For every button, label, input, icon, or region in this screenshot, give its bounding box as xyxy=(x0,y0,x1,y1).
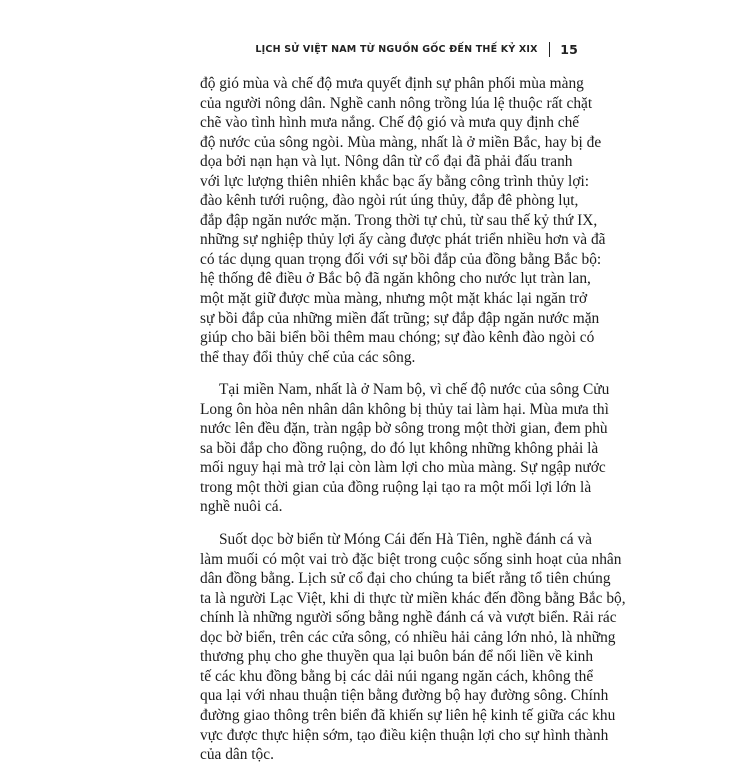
text-line: thể thay đổi thủy chế của các sông. xyxy=(200,348,416,366)
text-line: nghề nuôi cá. xyxy=(200,498,283,516)
text-line: chẽ vào tình hình mưa nắng. Chế độ gió và mưa quy định chế xyxy=(200,114,580,132)
text-line: sự bồi đắp của những miền đất trũng; sự đắp đập ngăn nước mặn xyxy=(200,309,600,327)
text-line: với lực lượng thiên nhiên khắc bạc ấy bằng công trình thủy lợi: xyxy=(200,172,590,190)
text-line: có tác dụng quan trọng đối với sự bồi đắp của đồng bằng Bắc bộ: xyxy=(200,250,602,268)
text-line: đào kênh tưới ruộng, đào ngòi rút úng thủy, đắp đê phòng lụt, xyxy=(200,192,579,210)
text-line: tế các khu đồng bằng bị các dải núi ngang ngăn cách, không thể xyxy=(200,667,594,685)
paragraph xyxy=(200,380,610,517)
text-line: dân đồng bằng. Lịch sử cổ đại cho chúng ta biết rằng tổ tiên chúng xyxy=(200,570,611,588)
page-number: 15 xyxy=(560,42,578,57)
paragraph-gap xyxy=(200,367,572,380)
text-line: độ gió mùa và chế độ mưa quyết định sự phân phối mùa màng xyxy=(200,75,584,92)
text-line: hệ thống đê điều ở Bắc bộ đã ngăn không cho nước lụt tràn lan, xyxy=(200,270,591,288)
text-line: độ nước của sông ngòi. Mùa màng, nhất là ở miền Bắc, hay bị đe xyxy=(200,133,602,151)
text-line: nước lên đều đặn, tràn ngập bờ sông trong một thời gian, đem phù xyxy=(200,420,608,438)
paragraph-gap xyxy=(200,517,572,530)
text-line: của dân tộc. xyxy=(200,746,274,764)
text-line: một mặt giữ được mùa màng, nhưng một mặt khác lại ngăn trở xyxy=(200,290,588,308)
text-line: đắp đập ngăn nước mặn. Trong thời tự chủ, từ sau thế kỷ thứ IX, xyxy=(200,211,598,229)
text-line: chính là những người sống bằng nghề đánh cá và vượt biển. Rải rác xyxy=(200,609,617,627)
text-line: dọc bờ biển, trên các cửa sông, có nhiều hải cảng lớn nhỏ, là những xyxy=(200,628,616,646)
text-line: ta là người Lạc Việt, khi di thực từ miền khác đến đồng bằng Bắc bộ, xyxy=(200,589,626,607)
text-line: vực được thực hiện sớm, tạo điều kiện thuận lợi cho sự hình thành xyxy=(200,726,609,744)
text-line: giúp cho bãi biển bồi thêm mau chóng; sự đào kênh đào ngòi có xyxy=(200,329,595,347)
header-divider xyxy=(549,42,551,57)
text-line: dọa bởi nạn hạn và lụt. Nông dân từ cổ đại đã phải đấu tranh xyxy=(200,153,573,171)
running-header xyxy=(255,42,578,57)
running-title: LỊCH SỬ VIỆT NAM TỪ NGUỒN GỐC ĐẾN THẾ KỶ XIX xyxy=(255,44,538,55)
body-text xyxy=(200,74,626,765)
paragraph xyxy=(200,74,606,367)
text-line: mối nguy hại mà trở lại còn làm lợi cho mùa màng. Sự ngập nước xyxy=(200,459,606,477)
text-line: làm muối có một vai trò đặc biệt trong cuộc sống sinh hoạt của nhân xyxy=(200,550,622,568)
text-line: sa bồi đắp cho đồng ruộng, do đó lụt không những không phải là xyxy=(200,439,599,457)
text-line: những sự nghiệp thủy lợi ấy càng được phát triển nhiều hơn và đã xyxy=(200,231,606,249)
text-line: Long ôn hòa nên nhân dân không bị thủy tai làm hại. Mùa mưa thì xyxy=(200,400,609,418)
text-line: của người nông dân. Nghề canh nông trồng lúa lệ thuộc rất chặt xyxy=(200,94,593,112)
text-line: đường giao thông trên biển đã khiến sự liên hệ kinh tế giữa các khu xyxy=(200,706,616,724)
paragraph xyxy=(200,530,626,765)
text-line: qua lại với nhau thuận tiện bằng đường bộ hay đường sông. Chính xyxy=(200,687,609,705)
text-line: Tại miền Nam, nhất là ở Nam bộ, vì chế độ nước của sông Cửu xyxy=(219,381,610,399)
text-line: trong một thời gian của đồng ruộng lại tạo ra một mối lợi lớn là xyxy=(200,478,592,496)
text-line: thương phụ cho ghe thuyền qua lại buôn bán để nối liền về kinh xyxy=(200,648,594,666)
text-line: Suốt dọc bờ biển từ Móng Cái đến Hà Tiên, nghề đánh cá và xyxy=(219,531,592,549)
